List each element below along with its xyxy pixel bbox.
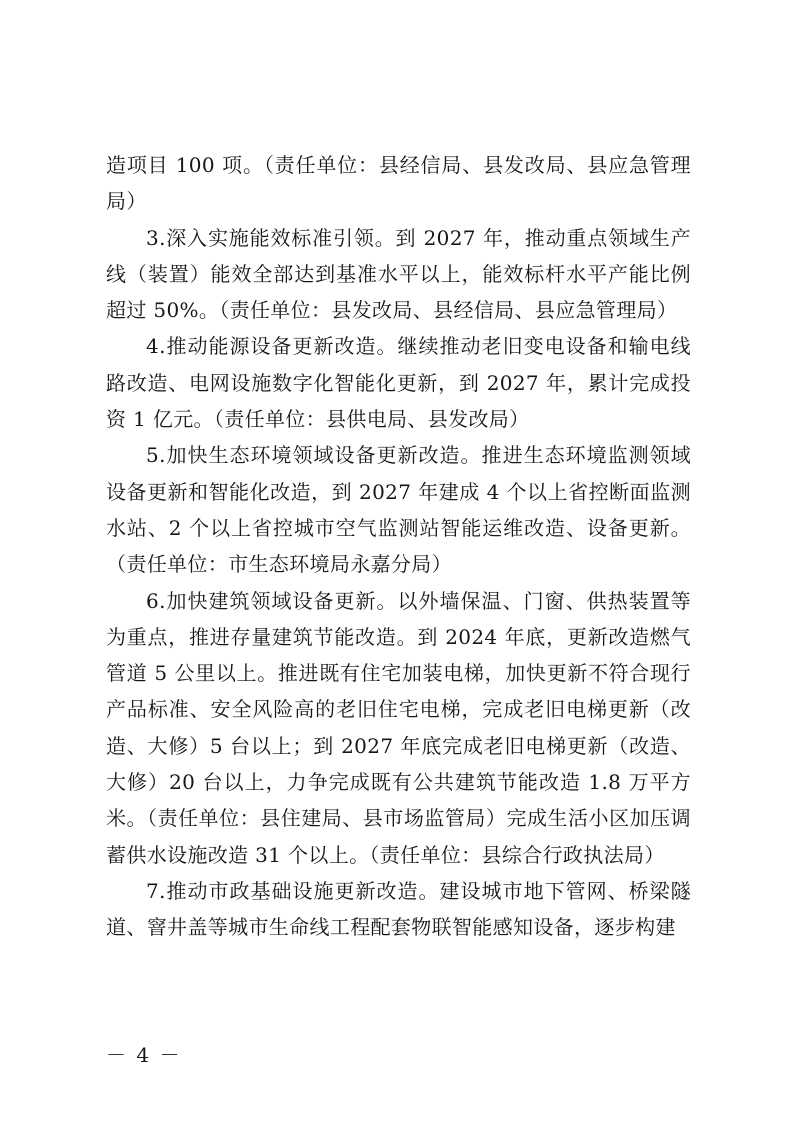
page-number: － 4 － — [106, 1043, 182, 1067]
paragraph-item-6: 6.加快建筑领域设备更新。以外墙保温、门窗、供热装置等为重点，推进存量建筑节能改造。到 2024 年底，更新改造燃气管道 5 公里以上。推进既有住宅加装电梯，加快更新不符合现行产品标准、安全风险高的老旧住宅电梯，完成老旧电梯更新（改造、大修）5 台以上；到 2027 年底完成老旧电梯更新（改造、大修）20 台以上，力争完成既有公共建筑节能改造 1.8 万平方米。（责任单位：县住建局、县市场监管局）完成生活小区加压调蓄供水设施改造 31 个以上。（责任单位：县综合行政执法局） — [106, 588, 691, 867]
body-text — [106, 147, 691, 946]
paragraph-item-4: 4.推动能源设备更新改造。继续推动老旧变电设备和输电线路改造、电网设施数字化智能化更新，到 2027 年，累计完成投资 1 亿元。（责任单位：县供电局、县发改局） — [106, 334, 691, 432]
paragraph-item-7: 7.推动市政基础设施更新改造。建设城市地下管网、桥梁隧道、窨井盖等城市生命线工程配套物联智能感知设备，逐步构建 — [106, 878, 691, 940]
paragraph-continuation: 造项目 100 项。（责任单位：县经信局、县发改局、县应急管理局） — [106, 153, 691, 214]
paragraph-item-3: 3.深入实施能效标准引领。到 2027 年，推动重点领域生产线（装置）能效全部达到基准水平以上，能效标杆水平产能比例超过 50%。（责任单位：县发改局、县经信局、县应急管理局） — [106, 225, 691, 323]
paragraph-item-5: 5.加快生态环境领域设备更新改造。推进生态环境监测领域设备更新和智能化改造，到 2027 年建成 4 个以上省控断面监测水站、2 个以上省控城市空气监测站智能运维改造、设备更新。（责任单位：市生态环境局永嘉分局） — [106, 443, 691, 577]
